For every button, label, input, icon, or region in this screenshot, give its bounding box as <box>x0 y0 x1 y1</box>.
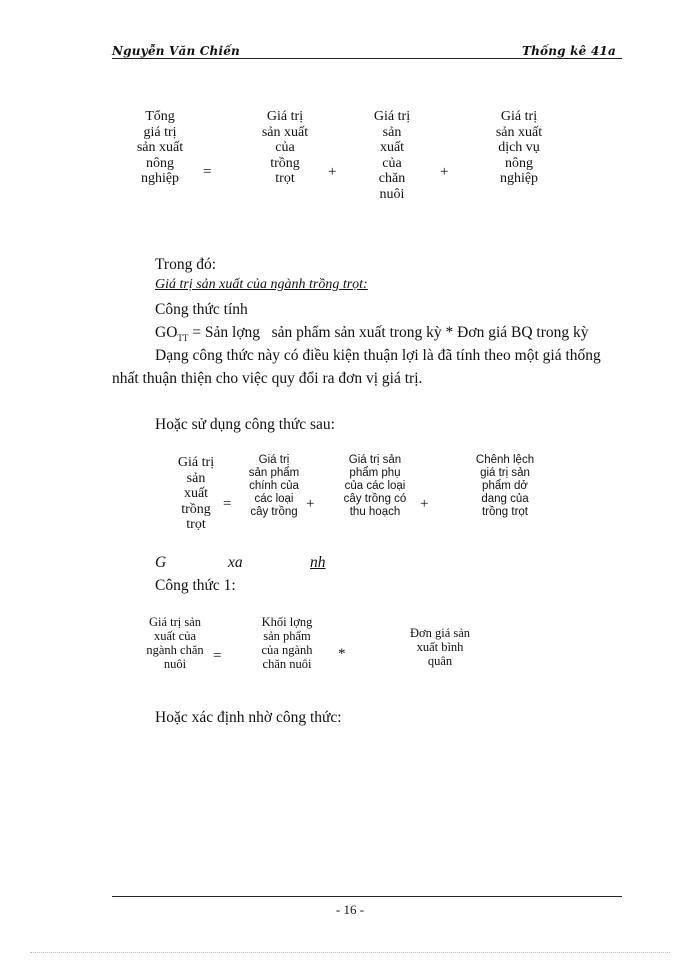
formula-line: nông <box>505 155 533 171</box>
formula-line: Chênh lệch <box>475 454 535 466</box>
f2-term1 <box>236 454 315 519</box>
f1-term2 <box>352 109 432 202</box>
f3-total <box>133 615 217 671</box>
formula-line: Đơn giá sản <box>409 626 471 640</box>
formula-line: giá trị <box>143 124 177 140</box>
formula-line: Giá trị <box>258 454 290 466</box>
formula-line: chăn <box>378 171 406 186</box>
f2-plus2: + <box>420 496 429 512</box>
fragment-nh: nh <box>310 554 326 571</box>
formula-line: cây trồng <box>250 506 298 518</box>
formula-line: quân <box>427 654 453 668</box>
paragraph-line-1: Dạng công thức này có điều kiện thuận lợi là đã tính theo một giá thống <box>155 347 601 364</box>
formula-line: Giá trị sản <box>348 454 402 466</box>
f2-term3 <box>462 454 548 519</box>
f1-plus2: + <box>440 164 449 180</box>
section-heading: Giá trị sản xuất của ngành trồng trọt: <box>155 277 368 292</box>
f2-equals: = <box>223 496 232 512</box>
formula-line: cây trồng có <box>343 493 407 505</box>
hoac-xac-dinh: Hoặc xác định nhờ công thức: <box>155 709 342 726</box>
formula-line: Giá trị sản <box>148 615 202 629</box>
header-rule <box>112 58 622 59</box>
formula-line: phẩm dở <box>482 480 528 492</box>
formula-line: trọt <box>186 517 206 532</box>
cong-thuc-1: Công thức 1: <box>155 577 236 594</box>
formula-line: phẩm phụ <box>349 467 401 479</box>
fragment-xa: xa <box>228 554 243 571</box>
formula-line: Giá trị <box>373 109 411 124</box>
f3-multiply: * <box>338 646 346 662</box>
trong-do: Trong đó: <box>155 256 217 273</box>
f2-term2 <box>332 454 418 519</box>
formula-line: nuôi <box>163 657 187 671</box>
formula-line: các loại <box>254 493 294 505</box>
formula-line: Tổng <box>145 109 175 124</box>
formula-line: chính của <box>249 480 299 492</box>
formula-line: dịch vụ <box>498 140 540 155</box>
formula-line: sản <box>382 124 402 140</box>
formula-line: của <box>275 140 295 155</box>
f3-term2 <box>398 626 482 668</box>
formula-line: của các loại <box>344 480 406 492</box>
f1-term3 <box>474 109 564 187</box>
formula-line: nghiệp <box>140 171 180 186</box>
hoac-text: Hoặc sử dụng công thức sau: <box>155 416 335 433</box>
formula-line: trồng trọt <box>481 506 529 518</box>
fragment-g: G <box>155 554 167 571</box>
header-author: Nguyễn Văn Chiến <box>112 44 240 58</box>
paragraph-line-2: nhất thuận thiện cho việc quy đổi ra đơn vị giá trị. <box>112 370 423 387</box>
header-course: Thống kê 41a <box>522 44 616 58</box>
f1-total <box>120 109 200 187</box>
formula-line: chăn nuôi <box>262 657 312 671</box>
formula-line: xuất bình <box>416 640 464 654</box>
f3-term1 <box>245 615 329 671</box>
f1-term1 <box>245 109 325 187</box>
formula-line: giá trị sản <box>480 467 530 479</box>
f2-total <box>160 455 232 533</box>
formula-line: trồng <box>270 155 300 171</box>
formula-line: xuất <box>183 486 209 501</box>
formula-line: trọt <box>275 171 295 186</box>
formula-line: sản xuất <box>261 124 309 140</box>
formula-line: Giá trị <box>500 109 538 124</box>
f3-equals: = <box>213 648 222 664</box>
formula-line: sản phẩm <box>248 467 300 479</box>
formula-line: của <box>382 155 402 171</box>
formula-line: Giá trị <box>266 109 304 124</box>
formula-line: xuất <box>379 140 405 155</box>
go-rest: = Sản lợng sản phẩm sản xuất trong kỳ * Đơn giá BQ trong kỳ <box>188 324 589 341</box>
formula-line: sản phẩm <box>263 629 311 643</box>
formula-line: Khối lợng <box>261 615 313 629</box>
cong-thuc-tinh: Công thức tính <box>155 301 248 318</box>
formula-line: dang của <box>481 493 529 505</box>
f1-plus1: + <box>328 164 337 180</box>
formula-line: nông <box>146 155 174 171</box>
formula-line: thu hoạch <box>349 506 401 518</box>
formula-line: Giá trị <box>177 455 215 470</box>
formula-line: nuôi <box>379 186 405 202</box>
f2-plus1: + <box>306 496 315 512</box>
formula-line: sản xuất <box>495 124 543 140</box>
go-symbol: GO <box>155 324 178 341</box>
page-number: - 16 - <box>335 902 365 917</box>
go-formula <box>155 324 589 343</box>
page-bottom-dotted-line <box>30 952 670 953</box>
formula-line: sản <box>186 470 206 486</box>
formula-line: của ngành <box>261 643 313 657</box>
f1-equals: = <box>203 164 212 180</box>
formula-line: sản xuất <box>136 140 184 155</box>
formula-line: ngành chăn <box>146 643 204 657</box>
formula-line: nghiệp <box>499 171 539 186</box>
formula-line: trồng <box>181 501 211 517</box>
formula-line: xuất của <box>154 629 196 643</box>
footer-rule <box>112 896 622 897</box>
go-subscript: TT <box>177 333 189 344</box>
